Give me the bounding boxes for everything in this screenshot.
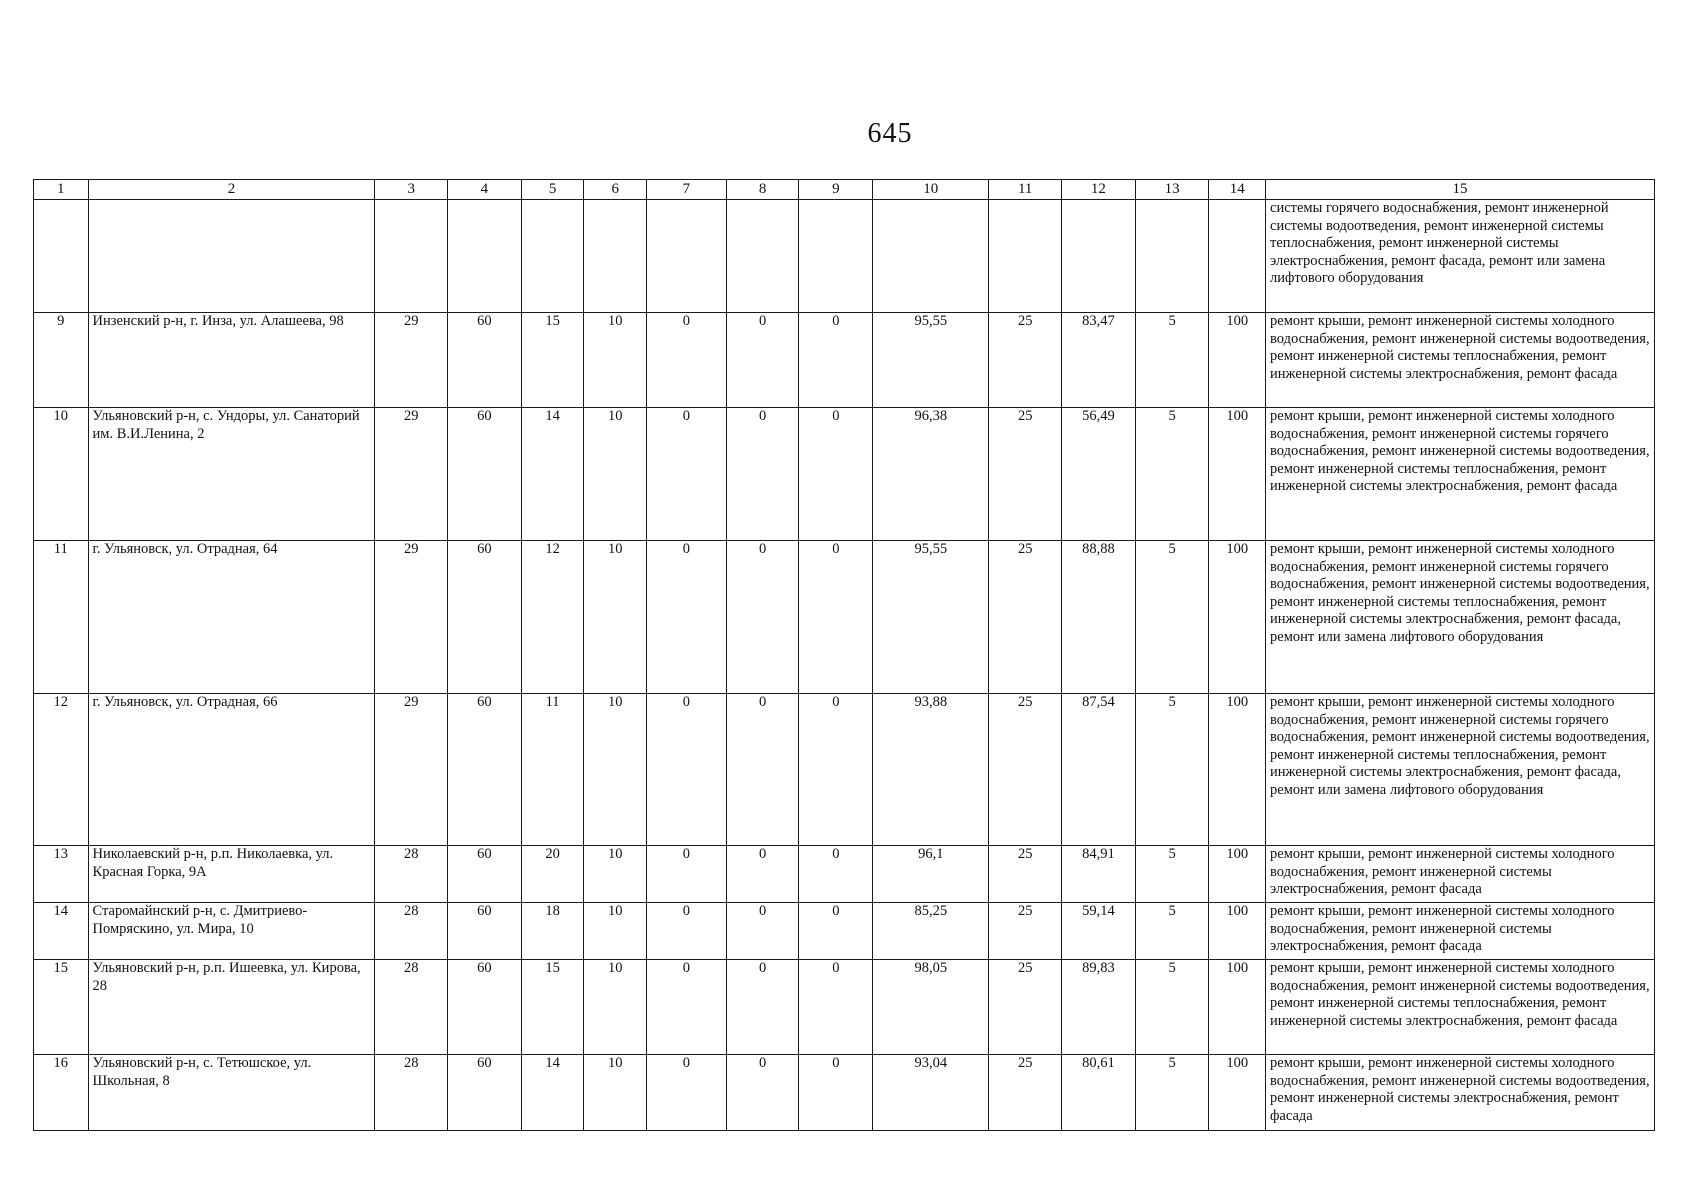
column-header: 4 — [448, 180, 522, 200]
value-cell: 10 — [584, 408, 647, 541]
value-cell: 60 — [448, 408, 522, 541]
address-cell: Ульяновский р-н, р.п. Ишеевка, ул. Кирова, 28 — [88, 960, 375, 1055]
value-cell: 25 — [989, 313, 1062, 408]
table-row — [34, 313, 1655, 408]
value-cell: 0 — [647, 313, 727, 408]
empty-cell — [726, 200, 799, 313]
value-cell: 5 — [1135, 846, 1209, 903]
row-number: 12 — [34, 694, 89, 846]
value-cell: 98,05 — [873, 960, 989, 1055]
value-cell: 15 — [521, 313, 584, 408]
column-header: 2 — [88, 180, 375, 200]
empty-cell — [1062, 200, 1136, 313]
value-cell: 60 — [448, 541, 522, 694]
value-cell: 0 — [647, 903, 727, 960]
value-cell: 28 — [375, 846, 448, 903]
value-cell: 25 — [989, 694, 1062, 846]
row-number: 11 — [34, 541, 89, 694]
column-header: 9 — [799, 180, 873, 200]
column-header: 6 — [584, 180, 647, 200]
value-cell: 15 — [521, 960, 584, 1055]
value-cell: 0 — [799, 313, 873, 408]
value-cell: 93,88 — [873, 694, 989, 846]
value-cell: 100 — [1209, 960, 1266, 1055]
value-cell: 29 — [375, 313, 448, 408]
value-cell: 96,38 — [873, 408, 989, 541]
empty-cell — [1209, 200, 1266, 313]
value-cell: 25 — [989, 541, 1062, 694]
value-cell: 5 — [1135, 313, 1209, 408]
value-cell: 0 — [726, 313, 799, 408]
value-cell: 5 — [1135, 903, 1209, 960]
column-header: 14 — [1209, 180, 1266, 200]
empty-cell — [88, 200, 375, 313]
value-cell: 87,54 — [1062, 694, 1136, 846]
address-cell: г. Ульяновск, ул. Отрадная, 64 — [88, 541, 375, 694]
value-cell: 5 — [1135, 694, 1209, 846]
works-cell: ремонт крыши, ремонт инженерной системы холодного водоснабжения, ремонт инженерной системы электроснабжения, ремонт фасада — [1266, 846, 1655, 903]
value-cell: 5 — [1135, 541, 1209, 694]
value-cell: 0 — [647, 694, 727, 846]
value-cell: 85,25 — [873, 903, 989, 960]
continuation-row — [34, 200, 1655, 313]
value-cell: 100 — [1209, 846, 1266, 903]
page-number: 645 — [867, 118, 913, 149]
empty-cell — [584, 200, 647, 313]
value-cell: 25 — [989, 846, 1062, 903]
value-cell: 100 — [1209, 313, 1266, 408]
value-cell: 0 — [647, 846, 727, 903]
value-cell: 29 — [375, 408, 448, 541]
value-cell: 100 — [1209, 694, 1266, 846]
value-cell: 0 — [799, 903, 873, 960]
row-number: 15 — [34, 960, 89, 1055]
value-cell: 60 — [448, 313, 522, 408]
value-cell: 29 — [375, 694, 448, 846]
works-cell: ремонт крыши, ремонт инженерной системы холодного водоснабжения, ремонт инженерной системы горячего водоснабжения, ремонт инженерной системы водоотведения, ремонт инженерной системы теплоснабжения, ремонт инженерной системы электроснабжения, ремонт фасада, ремонт или замена лифтового оборудования — [1266, 694, 1655, 846]
value-cell: 11 — [521, 694, 584, 846]
value-cell: 10 — [584, 541, 647, 694]
value-cell: 10 — [584, 903, 647, 960]
address-cell: Ульяновский р-н, с. Ундоры, ул. Санаторий им. В.И.Ленина, 2 — [88, 408, 375, 541]
empty-cell — [873, 200, 989, 313]
value-cell: 29 — [375, 541, 448, 694]
column-header: 1 — [34, 180, 89, 200]
value-cell: 14 — [521, 1055, 584, 1131]
value-cell: 0 — [726, 960, 799, 1055]
value-cell: 93,04 — [873, 1055, 989, 1131]
address-cell: Старомайнский р-н, с. Дмитриево-Помряскино, ул. Мира, 10 — [88, 903, 375, 960]
row-number: 13 — [34, 846, 89, 903]
value-cell: 84,91 — [1062, 846, 1136, 903]
address-cell: Ульяновский р-н, с. Тетюшское, ул. Школьная, 8 — [88, 1055, 375, 1131]
table-row — [34, 694, 1655, 846]
value-cell: 5 — [1135, 960, 1209, 1055]
column-header: 10 — [873, 180, 989, 200]
value-cell: 0 — [726, 541, 799, 694]
value-cell: 0 — [799, 1055, 873, 1131]
column-header: 8 — [726, 180, 799, 200]
row-number: 9 — [34, 313, 89, 408]
table-row — [34, 903, 1655, 960]
address-cell: г. Ульяновск, ул. Отрадная, 66 — [88, 694, 375, 846]
table-row — [34, 960, 1655, 1055]
value-cell: 60 — [448, 903, 522, 960]
value-cell: 10 — [584, 846, 647, 903]
address-cell: Инзенский р-н, г. Инза, ул. Алашеева, 98 — [88, 313, 375, 408]
value-cell: 25 — [989, 1055, 1062, 1131]
value-cell: 5 — [1135, 1055, 1209, 1131]
value-cell: 0 — [647, 960, 727, 1055]
empty-cell — [799, 200, 873, 313]
value-cell: 5 — [1135, 408, 1209, 541]
value-cell: 14 — [521, 408, 584, 541]
value-cell: 83,47 — [1062, 313, 1136, 408]
table-row — [34, 408, 1655, 541]
value-cell: 28 — [375, 903, 448, 960]
column-number-row — [34, 180, 1655, 200]
value-cell: 12 — [521, 541, 584, 694]
column-header: 15 — [1266, 180, 1655, 200]
empty-cell — [989, 200, 1062, 313]
value-cell: 0 — [647, 541, 727, 694]
value-cell: 0 — [799, 960, 873, 1055]
row-number: 16 — [34, 1055, 89, 1131]
value-cell: 0 — [726, 846, 799, 903]
value-cell: 10 — [584, 1055, 647, 1131]
value-cell: 60 — [448, 960, 522, 1055]
value-cell: 60 — [448, 694, 522, 846]
value-cell: 95,55 — [873, 313, 989, 408]
works-cell: ремонт крыши, ремонт инженерной системы холодного водоснабжения, ремонт инженерной системы электроснабжения, ремонт фасада — [1266, 903, 1655, 960]
table-row — [34, 1055, 1655, 1131]
value-cell: 60 — [448, 846, 522, 903]
value-cell: 100 — [1209, 408, 1266, 541]
works-cell: ремонт крыши, ремонт инженерной системы холодного водоснабжения, ремонт инженерной системы горячего водоснабжения, ремонт инженерной системы водоотведения, ремонт инженерной системы теплоснабжения, ремонт инженерной системы электроснабжения, ремонт фасада, ремонт или замена лифтового оборудования — [1266, 541, 1655, 694]
value-cell: 89,83 — [1062, 960, 1136, 1055]
register-table — [33, 179, 1655, 1131]
value-cell: 95,55 — [873, 541, 989, 694]
column-header: 7 — [647, 180, 727, 200]
value-cell: 18 — [521, 903, 584, 960]
value-cell: 25 — [989, 408, 1062, 541]
value-cell: 0 — [647, 408, 727, 541]
column-header: 11 — [989, 180, 1062, 200]
works-cell: ремонт крыши, ремонт инженерной системы холодного водоснабжения, ремонт инженерной системы водоотведения, ремонт инженерной системы электроснабжения, ремонт фасада — [1266, 1055, 1655, 1131]
value-cell: 0 — [647, 1055, 727, 1131]
value-cell: 100 — [1209, 541, 1266, 694]
value-cell: 0 — [726, 903, 799, 960]
column-header: 13 — [1135, 180, 1209, 200]
column-header: 12 — [1062, 180, 1136, 200]
value-cell: 28 — [375, 960, 448, 1055]
value-cell: 28 — [375, 1055, 448, 1131]
value-cell: 20 — [521, 846, 584, 903]
value-cell: 10 — [584, 313, 647, 408]
value-cell: 0 — [799, 541, 873, 694]
value-cell: 0 — [799, 408, 873, 541]
column-header: 3 — [375, 180, 448, 200]
value-cell: 0 — [726, 408, 799, 541]
value-cell: 59,14 — [1062, 903, 1136, 960]
table-row — [34, 541, 1655, 694]
empty-cell — [647, 200, 727, 313]
value-cell: 80,61 — [1062, 1055, 1136, 1131]
row-number: 14 — [34, 903, 89, 960]
value-cell: 0 — [726, 694, 799, 846]
value-cell: 0 — [799, 846, 873, 903]
value-cell: 88,88 — [1062, 541, 1136, 694]
value-cell: 56,49 — [1062, 408, 1136, 541]
empty-cell — [448, 200, 522, 313]
row-number: 10 — [34, 408, 89, 541]
address-cell: Николаевский р-н, р.п. Николаевка, ул. Красная Горка, 9А — [88, 846, 375, 903]
empty-cell — [521, 200, 584, 313]
column-header: 5 — [521, 180, 584, 200]
works-cell: ремонт крыши, ремонт инженерной системы холодного водоснабжения, ремонт инженерной системы водоотведения, ремонт инженерной системы теплоснабжения, ремонт инженерной системы электроснабжения, ремонт фасада — [1266, 313, 1655, 408]
works-cell: ремонт крыши, ремонт инженерной системы холодного водоснабжения, ремонт инженерной системы водоотведения, ремонт инженерной системы теплоснабжения, ремонт инженерной системы электроснабжения, ремонт фасада — [1266, 960, 1655, 1055]
value-cell: 100 — [1209, 903, 1266, 960]
empty-cell — [1135, 200, 1209, 313]
value-cell: 60 — [448, 1055, 522, 1131]
value-cell: 25 — [989, 960, 1062, 1055]
works-cell: ремонт крыши, ремонт инженерной системы холодного водоснабжения, ремонт инженерной системы горячего водоснабжения, ремонт инженерной системы водоотведения, ремонт инженерной системы теплоснабжения, ремонт инженерной системы электроснабжения, ремонт фасада — [1266, 408, 1655, 541]
value-cell: 10 — [584, 960, 647, 1055]
value-cell: 100 — [1209, 1055, 1266, 1131]
value-cell: 0 — [726, 1055, 799, 1131]
value-cell: 0 — [799, 694, 873, 846]
value-cell: 96,1 — [873, 846, 989, 903]
value-cell: 10 — [584, 694, 647, 846]
table-row — [34, 846, 1655, 903]
empty-cell — [375, 200, 448, 313]
empty-cell — [34, 200, 89, 313]
value-cell: 25 — [989, 903, 1062, 960]
works-cell: системы горячего водоснабжения, ремонт инженерной системы водоотведения, ремонт инженерной системы теплоснабжения, ремонт инженерной системы электроснабжения, ремонт фасада, ремонт или замена лифтового оборудования — [1266, 200, 1655, 313]
